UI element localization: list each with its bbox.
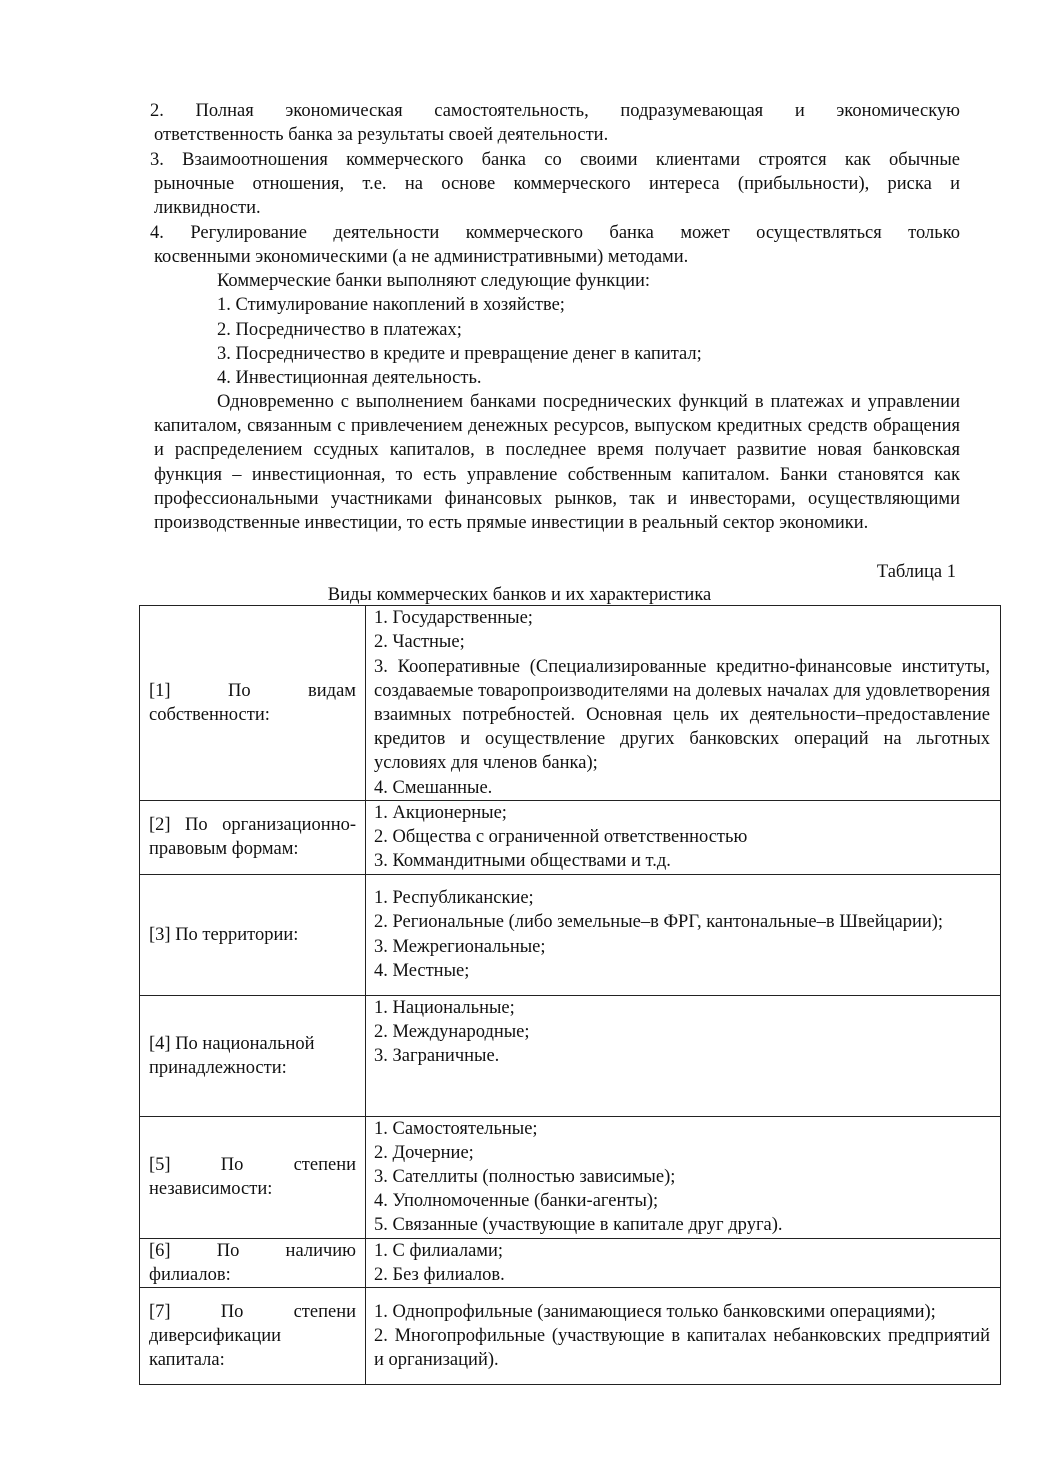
category-nationality: [4] По национальной принадлежности: bbox=[149, 1033, 315, 1078]
table-category-cell bbox=[140, 801, 366, 875]
item-private: 2. Частные; bbox=[374, 632, 465, 653]
table-items-cell bbox=[366, 1116, 1001, 1238]
item-international: 2. Международные; bbox=[374, 1021, 530, 1042]
table-category-cell bbox=[140, 995, 366, 1116]
item-interregional: 3. Межрегиональные; bbox=[374, 936, 546, 957]
investment-paragraph: Одновременно с выполнением банками посреднических функций в платежах и управлении капиталом, связанным с привлечением денежных ресурсов, выпуском кредитных средств обращения и распределением ссудных капиталов, в последнее время получает развитие новая банковская функция – инвестиционная, то есть управление собственным капиталом. Банки становятся как профессиональными участниками финансовых рынков, так и инвесторами, осуществляющими производственные инвестиции, то есть прямые инвестиции в реальный сектор экономики. bbox=[154, 392, 960, 534]
function-item-1: 1. Стимулирование накоплений в хозяйстве; bbox=[217, 295, 565, 315]
table-row bbox=[140, 874, 1001, 995]
point-2-line1: 2. Полная экономическая самостоятельность, подразумевающая и экономическую bbox=[150, 101, 960, 121]
item-satellite: 3. Сателлиты (полностью зависимые); bbox=[374, 1167, 676, 1188]
point-4-line1: 4. Регулирование деятельности коммерческого банка может осуществляться только bbox=[150, 223, 960, 243]
item-authorized: 4. Уполномоченные (банки-агенты); bbox=[374, 1191, 659, 1212]
point-2-line2: ответственность банка за результаты своей деятельности. bbox=[154, 125, 609, 145]
item-llc: 2. Общества с ограниченной ответственностью bbox=[374, 827, 748, 848]
table-items-cell bbox=[366, 1238, 1001, 1287]
item-cooperative: 3. Кооперативные (Специализированные кредитно-финансовые институты, создаваемые товаропроизводителями на долевых началах для удовлетворения взаимных потребностей. Основная цель их деятельности–предоставление кредитов и осуществление других банковских операций на льготных условиях для членов банка); bbox=[374, 656, 990, 774]
category-legal-form: [2] По организационно-правовым формам: bbox=[149, 815, 356, 860]
function-item-3: 3. Посредничество в кредите и превращение денег в капитал; bbox=[217, 344, 702, 364]
table-row bbox=[140, 1116, 1001, 1238]
category-territory: [3] По территории: bbox=[149, 924, 299, 945]
table-items-cell bbox=[366, 801, 1001, 875]
bank-types-table bbox=[139, 605, 1001, 1385]
item-multi-profile: 2. Многопрофильные (участвующие в капиталах небанковских предприятий и организаций). bbox=[374, 1325, 990, 1371]
functions-intro: Коммерческие банки выполняют следующие функции: bbox=[217, 271, 651, 291]
item-state: 1. Государственные; bbox=[374, 608, 533, 629]
item-regional: 2. Региональные (либо земельные–в ФРГ, кантональные–в Швейцарии); bbox=[374, 912, 944, 933]
table-label: Таблица 1 bbox=[876, 562, 956, 582]
item-local: 4. Местные; bbox=[374, 960, 470, 981]
item-foreign: 3. Заграничные. bbox=[374, 1046, 500, 1067]
category-branches: [6] По наличию филиалов: bbox=[149, 1240, 356, 1285]
point-3-line3: ликвидности. bbox=[154, 198, 261, 218]
point-3-line2: рыночные отношения, т.е. на основе коммерческого интереса (прибыльности), риска и bbox=[154, 174, 960, 194]
item-mixed: 4. Смешанные. bbox=[374, 777, 493, 798]
table-row bbox=[140, 1288, 1001, 1385]
item-affiliated: 5. Связанные (участвующие в капитале друг друга). bbox=[374, 1215, 783, 1236]
item-republican: 1. Республиканские; bbox=[374, 888, 534, 909]
table-items-cell bbox=[366, 874, 1001, 995]
table-category-cell bbox=[140, 874, 366, 995]
table-items-cell bbox=[366, 1288, 1001, 1385]
item-joint-stock: 1. Акционерные; bbox=[374, 803, 507, 823]
table-category-cell bbox=[140, 1238, 366, 1287]
function-item-4: 4. Инвестиционная деятельность. bbox=[217, 368, 482, 388]
item-single-profile: 1. Однопрофильные (занимающиеся только банковскими операциями); bbox=[374, 1301, 936, 1322]
table-category-cell bbox=[140, 606, 366, 801]
item-with-branches: 1. С филиалами; bbox=[374, 1240, 504, 1261]
table-row bbox=[140, 1238, 1001, 1287]
item-without-branches: 2. Без филиалов. bbox=[374, 1264, 505, 1285]
table-category-cell bbox=[140, 1288, 366, 1385]
table-title: Виды коммерческих банков и их характеристика bbox=[327, 585, 712, 605]
item-subsidiary: 2. Дочерние; bbox=[374, 1142, 474, 1163]
category-ownership: [1] По видам собственности: bbox=[149, 681, 356, 725]
table-row bbox=[140, 995, 1001, 1116]
point-4-line2: косвенными экономическими (а не административными) методами. bbox=[154, 247, 689, 267]
table-row bbox=[140, 801, 1001, 875]
point-3-line1: 3. Взаимоотношения коммерческого банка со своими клиентами строятся как обычные bbox=[150, 150, 960, 170]
category-diversification: [7] По степени диверсификации капитала: bbox=[149, 1302, 356, 1371]
item-independent: 1. Самостоятельные; bbox=[374, 1118, 538, 1139]
table-items-cell bbox=[366, 995, 1001, 1116]
category-independence: [5] По степени независимости: bbox=[149, 1155, 356, 1200]
table-items-cell bbox=[366, 606, 1001, 801]
table-category-cell bbox=[140, 1116, 366, 1238]
item-limited-partnership: 3. Коммандитными обществами и т.д. bbox=[374, 851, 671, 872]
function-item-2: 2. Посредничество в платежах; bbox=[217, 320, 462, 340]
table-row bbox=[140, 606, 1001, 801]
item-national: 1. Национальные; bbox=[374, 997, 515, 1018]
